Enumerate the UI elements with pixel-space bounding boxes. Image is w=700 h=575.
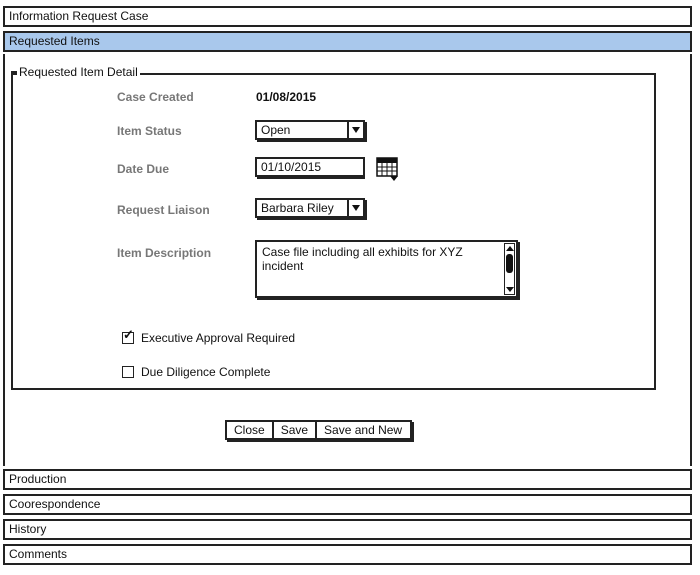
item-status-value: Open: [261, 123, 291, 137]
executive-approval-checkbox[interactable]: [122, 332, 134, 344]
item-status-select[interactable]: [255, 120, 365, 140]
requested-item-detail-legend: Requested Item Detail: [19, 65, 138, 79]
chevron-down-icon[interactable]: [347, 122, 363, 138]
scroll-thumb[interactable]: [506, 254, 513, 273]
case-created-label: Case Created: [117, 90, 194, 104]
date-due-label: Date Due: [117, 162, 170, 176]
chevron-down-icon[interactable]: [347, 200, 363, 216]
section-production[interactable]: Production: [3, 469, 692, 490]
section-history[interactable]: History: [3, 519, 692, 540]
request-liaison-label: Request Liaison: [117, 203, 210, 217]
due-diligence-checkbox[interactable]: [122, 366, 134, 378]
save-button[interactable]: Save: [274, 422, 317, 438]
request-liaison-select[interactable]: [255, 198, 365, 218]
calendar-icon[interactable]: [376, 156, 400, 182]
item-status-label: Item Status: [117, 124, 182, 138]
section-information-request-case[interactable]: Information Request Case: [3, 6, 692, 27]
due-diligence-label: Due Diligence Complete: [141, 365, 271, 379]
section-comments[interactable]: Comments: [3, 544, 692, 565]
scroll-down-icon[interactable]: [506, 287, 514, 292]
request-liaison-value: Barbara Riley: [261, 201, 334, 215]
date-due-input[interactable]: [255, 157, 365, 177]
close-button[interactable]: Close: [227, 422, 274, 438]
item-description-scrollbar[interactable]: [504, 243, 515, 295]
date-due-value: 01/10/2015: [261, 160, 322, 174]
section-requested-items[interactable]: Requested Items: [3, 31, 692, 52]
item-description-label: Item Description: [117, 246, 212, 260]
executive-approval-checkbox-row[interactable]: [122, 331, 295, 345]
executive-approval-label: Executive Approval Required: [141, 331, 296, 345]
case-created-value: 01/08/2015: [256, 90, 317, 104]
item-description-textarea[interactable]: [255, 240, 518, 298]
section-correspondence[interactable]: Coorespondence: [3, 494, 692, 515]
scroll-up-icon[interactable]: [506, 246, 514, 251]
due-diligence-checkbox-row[interactable]: [122, 365, 270, 379]
item-description-value: Case file including all exhibits for XYZ incident: [262, 245, 463, 273]
save-and-new-button[interactable]: Save and New: [324, 423, 403, 437]
action-button-bar: [225, 420, 412, 440]
